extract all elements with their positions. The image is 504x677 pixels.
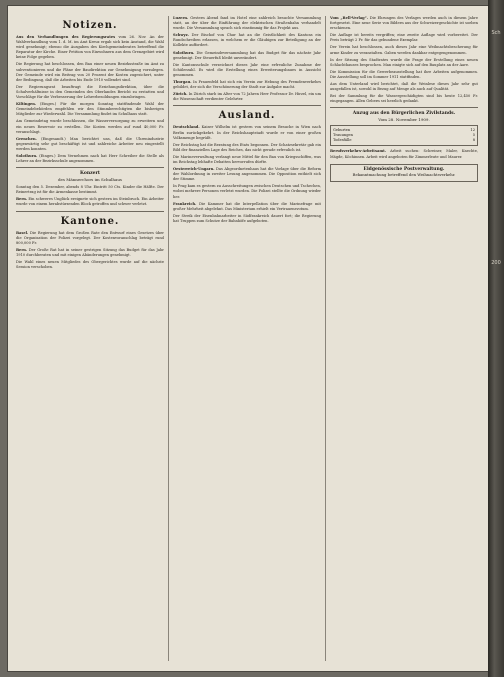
article-paragraph xyxy=(16,119,164,134)
article-lead: Frankreich. xyxy=(173,201,197,206)
registry-row-value: 8 xyxy=(472,138,475,143)
article-text: Der Streik der Eisenbahnarbeiter in Südfrankreich dauert fort; die Regierung hat Truppen zum Schutze der Bahnhöfe aufgeboten. xyxy=(173,213,321,223)
article-text: Der Reichstag hat die Beratung des Etats begonnen. Der Schatzsekretär gab ein Bild der finanziellen Lage des Reiches, das nicht gerade erfreulich ist. xyxy=(173,142,321,152)
registry-rows xyxy=(333,128,475,143)
section-heading-notizen: Notizen. xyxy=(62,20,118,31)
article-text: Am Gemeindetag wurde beschlossen, die Wasserversorgung zu erweitern und ein neues Reservoir zu erstellen. Die Kosten werden auf rund 40,000 Fr. veranschlagt. xyxy=(16,119,164,134)
article-text: Aus dem Unterland wird berichtet, daß die Weinlese dieses Jahr sehr gut ausgefallen ist, sowohl in Bezug auf Menge als auch auf Qualität. xyxy=(330,82,478,92)
adjacent-page-edge xyxy=(488,0,504,677)
adjacent-page-number: 200 xyxy=(491,260,501,266)
article-paragraph xyxy=(16,260,164,270)
article-paragraph xyxy=(173,202,321,212)
article-lead: Schwyz. xyxy=(173,33,189,38)
article-paragraph xyxy=(16,102,164,117)
col2-articles xyxy=(173,16,321,102)
article-paragraph xyxy=(173,63,321,78)
article-text: (Einges.) Für die morgen Sonntag stattfindende Wahl der Gemeindebehörden empfehlen wir den Stimmberechtigten die bisherigen Mitglieder zur Wiederwahl. Die Versammlung findet im Schulhaus statt. xyxy=(16,102,164,117)
post-notice-subtitle: Bekanntmachung betreffend den Weihnachtsverkehr. xyxy=(352,171,456,177)
article-text: vom 26. Nov. An der Wahlverhandlung vom 1. d. M. im Amt Kreuz ergab sich kein Anstand, die Wahl wird genehmigt; ebenso die Ausgaben des Kirchgemeinderates betreffend die Reparatur der Kirche. Einer Petition von Einwohnern aus dem Grenzgebiet wird keine Folge gegeben. xyxy=(16,35,164,60)
article-lead: Grenchen. xyxy=(16,136,37,141)
article-text: Der Regierungsrat beauftragt die Erziehungsdirektion, über die Schulverhältnisse in den Gemeinden des Oberlandes Bericht zu erstatten und Vorschläge für die Verbesserung der Lehrerbesoldungen einzubringen. xyxy=(16,84,164,100)
article-paragraph xyxy=(173,92,321,102)
article-lead: Luzern. xyxy=(173,16,189,20)
article-paragraph xyxy=(330,149,478,159)
article-paragraph xyxy=(330,70,478,80)
post-notice-title: Eidgenössische Postverwaltung. xyxy=(363,166,445,172)
article-paragraph xyxy=(173,33,321,48)
concert-title: Konzert xyxy=(80,171,100,177)
article-text: Kaiser Wilhelm ist gestern von seinem Besuche in Wien nach Berlin zurückgekehrt. In der Reichshauptstadt wurde er von einer großen Volksmenge begrüßt. xyxy=(173,125,321,140)
article-text: Arbeit suchen: Schreiner, Maler, Knechte, Mägde, Köchinnen. Arbeit wird angeboten für Zimmerleute und Maurer. xyxy=(330,149,478,159)
article-paragraph xyxy=(173,125,321,140)
article-paragraph xyxy=(173,80,321,90)
article-lead: Kiltingen. xyxy=(16,102,37,107)
divider xyxy=(16,167,164,168)
article-paragraph xyxy=(330,45,478,55)
article-paragraph xyxy=(330,33,478,43)
post-notice-box xyxy=(330,164,478,182)
article-paragraph xyxy=(173,16,321,31)
concert-subtitle: des Männerchors im Schulhaus xyxy=(58,177,122,183)
registry-row xyxy=(333,138,475,143)
article-paragraph xyxy=(173,51,321,61)
article-paragraph xyxy=(173,143,321,153)
article-lead: Berufsverkehrs-Arbeitsamt. xyxy=(330,149,387,154)
article-text: Gestern Abend fand im Hotel eine zahlreich besuchte Versammlung statt, an der über die Einführung der elektrischen Straßenbahn verhandelt wurde. Die Versammlung sprach sich einstimmig für das Projekt aus. xyxy=(173,16,321,31)
divider xyxy=(173,105,321,106)
registry-row-label: Trauungen xyxy=(333,133,353,138)
divider xyxy=(330,107,478,108)
col1-articles xyxy=(16,35,164,164)
article-paragraph xyxy=(16,248,164,258)
registry-row-label: Geburten xyxy=(333,128,351,133)
article-text: Die Regierung hat dem Großen Rate den Entwurf eines Gesetzes über die Organisation der Polizei vorgelegt. Der Kostenvoranschlag beträgt rund 800,000 Fr. xyxy=(16,230,164,245)
article-text: Ein schweres Unglück ereignete sich gestern im Steinbruch. Ein Arbeiter wurde von einem herabstürzenden Block getroffen und schwer verletzt. xyxy=(16,197,164,207)
article-paragraph xyxy=(173,167,321,182)
article-lead: Aus den Verhandlungen des Regierungsrates xyxy=(16,35,116,39)
column-1 xyxy=(16,16,164,661)
article-paragraph xyxy=(16,231,164,246)
column-rule xyxy=(168,16,169,661)
article-lead: Thurgau. xyxy=(173,80,192,85)
article-lead: Solothurn. xyxy=(16,153,38,158)
registry-title: Anzug aus den Bürgerlichen Zivilstands. xyxy=(352,111,456,117)
article-text: Die Regierung hat beschlossen, den Bau einer neuen Bezirksstraße im Amt zu subventionieren und die Pläne der Baudirektion zur Genehmigung vorzulegen. Der Gemeinde wird ein Beitrag von 20 Prozent der Kosten zugesichert, unter der Bedingung, daß die Arbeiten bis Ende 1910 vollendet sind. xyxy=(16,62,164,82)
registry-row-value: 5 xyxy=(472,133,475,138)
column-2 xyxy=(173,16,321,661)
article-paragraph xyxy=(16,197,164,207)
article-text: Die Kantonsschule verzeichnet dieses Jahr eine erfreuliche Zunahme der Schülerzahl. Es wird die Erstellung eines Erweiterungsbaues in Aussicht genommen. xyxy=(173,62,321,77)
article-text: Die Kammer hat die Interpellation über die Marinefrage mit großer Mehrheit abgelehnt. Das Ministerium erhielt ein Vertrauensvotum. xyxy=(173,201,321,211)
adjacent-page-text: Sch xyxy=(491,30,501,36)
col2-articles-2 xyxy=(173,125,321,224)
article-text: Die Kommission für die Gewerbeausstellung hat ihre Arbeiten aufgenommen. Die Ausstellung soll im Sommer 1911 stattfinden. xyxy=(330,69,478,79)
article-lead: Basel. xyxy=(16,230,29,235)
article-paragraph xyxy=(173,184,321,199)
article-paragraph xyxy=(330,58,478,68)
article-lead: Vom „Bell-Verlag“. xyxy=(330,16,368,20)
article-paragraph xyxy=(330,94,478,104)
article-lead: Bern. xyxy=(16,197,28,202)
article-paragraph xyxy=(16,85,164,100)
article-text: In Prag kam es gestern zu Ausschreitungen zwischen Deutschen und Tschechen, wobei mehrere Personen verletzt wurden. Die Polizei stellte die Ordnung wieder her. xyxy=(173,184,321,199)
divider xyxy=(16,211,164,212)
article-text: In Frauenfeld hat sich ein Verein zur Hebung des Fremdenverkehrs gebildet, der sich die Verschönerung der Stadt zur Aufgabe macht. xyxy=(173,80,321,90)
article-paragraph xyxy=(16,62,164,82)
article-paragraph xyxy=(330,16,478,31)
article-text: Die Marineverwaltung verlangt neue Mittel für den Bau von Kriegsschiffen, was im Reichstag lebhafte Debatten hervorrufen dürfte. xyxy=(173,154,321,164)
article-text: Die Ehrungen des Verlages werden auch in diesem Jahre fortgesetzt. Eine neue Serie von Bildern aus der Schweizergeschichte ist soeben erschienen. xyxy=(330,16,478,31)
col3-articles xyxy=(330,16,478,104)
col3-articles-2 xyxy=(330,149,478,159)
article-text: Der Bischof von Chur hat an die Geistlichkeit des Kantons ein Rundschreiben erlassen, in welchem er die Gläubigen zur Beteiligung an der Kollekte auffordert. xyxy=(173,33,321,48)
article-paragraph xyxy=(16,154,164,164)
article-lead: Bern. xyxy=(16,247,28,252)
section-heading-ausland: Ausland. xyxy=(218,110,276,122)
article-lead: Zürich. xyxy=(173,92,188,97)
registry-table xyxy=(330,125,478,146)
col1-articles-3 xyxy=(16,231,164,271)
article-paragraph xyxy=(173,214,321,224)
article-text: In der Sitzung des Stadtrates wurde die Frage der Erstellung eines neuen Schlachthauses besprochen. Man einigte sich auf den Bauplatz an der Aare. xyxy=(330,57,478,67)
registry-date: Vom 28. November 1909. xyxy=(378,117,430,123)
article-lead: Solothurn. xyxy=(173,50,195,55)
article-text: Sonntag den 5. Dezember, abends 8 Uhr. Eintritt 50 Cts. Kinder die Hälfte. Der Reinertrag ist für die Armenkasse bestimmt. xyxy=(16,185,164,195)
article-text: (Einges.) Dem Vernehmen nach hat Herr Schreiber die Stelle als Lehrer an der Bezirksschule angenommen. xyxy=(16,153,164,164)
article-text: Das Abgeordnetenhaus hat die Vorlage über die Reform der Wahlordnung in zweiter Lesung angenommen. Die Opposition enthielt sich der Stimme. xyxy=(173,167,321,182)
article-paragraph xyxy=(16,185,164,195)
registry-row-value: 12 xyxy=(470,128,475,133)
article-text: Der Verein hat beschlossen, auch dieses Jahr eine Weihnachtsbescherung für arme Kinder zu veranstalten. Gaben werden dankbar entgegengenommen. xyxy=(330,45,478,55)
article-text: Die Gemeindeversammlung hat das Budget für das nächste Jahr genehmigt. Der Steuerfuß bleibt unverändert. xyxy=(173,50,321,60)
section-heading-kantone: Kantone. xyxy=(60,215,120,227)
article-paragraph xyxy=(330,82,478,92)
article-text: Die Auflage ist bereits vergriffen; eine zweite Auflage wird vorbereitet. Der Preis beträgt 2 Fr. für das gebundene Exemplar. xyxy=(330,33,478,43)
article-text: Bei der Sammlung für die Wassergeschädigten sind bis heute 12,450 Fr. eingegangen. Allen Gebern sei herzlich gedankt. xyxy=(330,94,478,104)
column-rule xyxy=(325,16,326,661)
col1-articles-2 xyxy=(16,185,164,207)
article-text: Der Große Rat hat in seiner gestrigen Sitzung das Budget für das Jahr 1910 durchberaten und mit einigen Abänderungen genehmigt. xyxy=(16,247,164,257)
article-lead: Deutschland. xyxy=(173,125,200,130)
article-paragraph xyxy=(173,155,321,165)
article-text: In Zürich starb im Alter von 72 Jahren Herr Professor Dr. Hirzel, ein um die Wissenschaft verdienter Gelehrter. xyxy=(173,92,321,102)
article-paragraph xyxy=(16,35,164,60)
column-3 xyxy=(330,16,478,661)
registry-row-label: Todesfälle xyxy=(333,138,352,143)
article-paragraph xyxy=(16,137,164,152)
article-text: Die Wahl eines neuen Mitgliedes des Obergerichtes wurde auf die nächste Session verschoben. xyxy=(16,260,164,270)
article-text: (Eingesandt.) Man berichtet uns, daß die Uhrenindustrie gegenwärtig sehr gut beschäftigt ist und zahlreiche Arbeiter neu eingestellt werden konnten. xyxy=(16,136,164,151)
newspaper-page xyxy=(8,6,488,671)
article-lead: Oesterreich-Ungarn. xyxy=(173,167,215,172)
